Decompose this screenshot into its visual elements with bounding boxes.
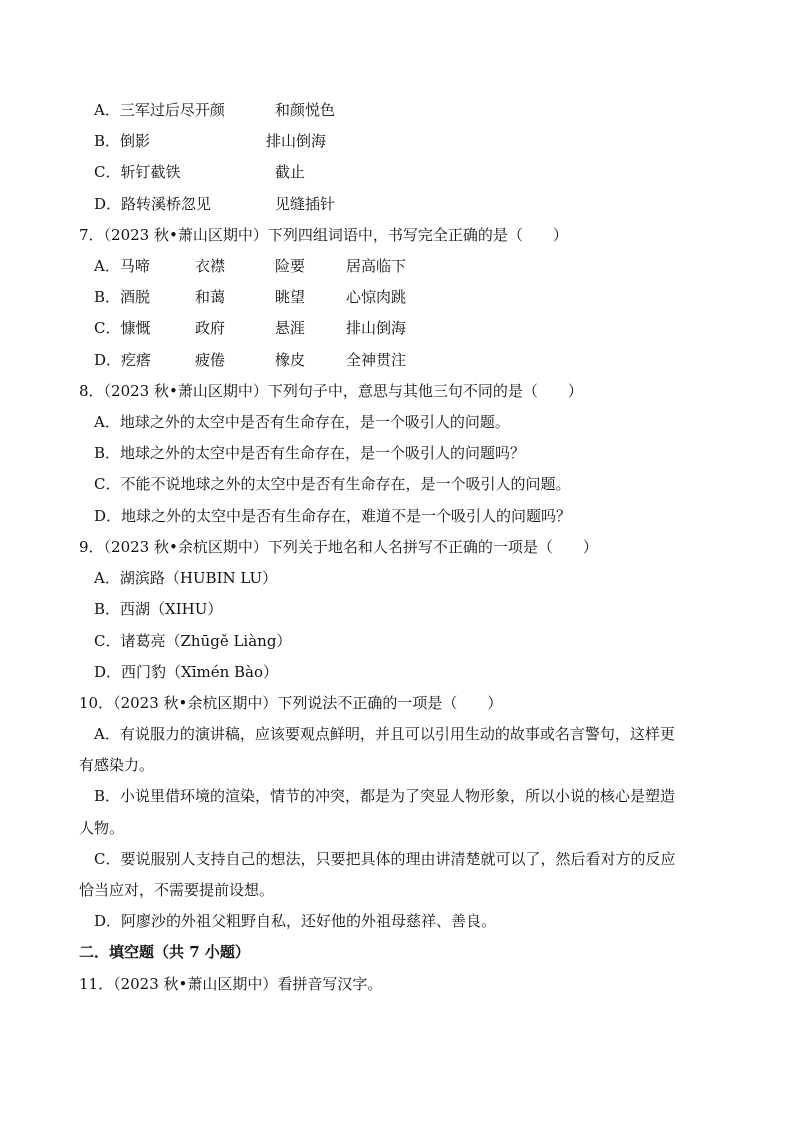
q8-option-a-text: A．地球之外的太空中是否有生命存在，是一个吸引人的问题。 (94, 413, 510, 431)
q10-option-c-text-1: C．要说服别人支持自己的想法，只要把具体的理由讲清楚就可以了，然后看对方的反应 (94, 850, 676, 868)
q10-option-d-text: D．阿廖沙的外祖父粗野自私，还好他的外祖母慈祥、善良。 (94, 912, 497, 930)
q8-option-b-text: B．地球之外的太空中是否有生命存在，是一个吸引人的问题吗？ (94, 444, 526, 462)
q7-option-d (0, 348, 794, 372)
q8-option-d-text: D．地球之外的太空中是否有生命存在，难道不是一个吸引人的问题吗？ (94, 507, 572, 525)
q10-option-a-line1 (0, 722, 794, 746)
q7-option-c-w3: 悬涯 (275, 319, 306, 337)
q9-stem-text: 9．（2023 秋•余杭区期中）下列关于地名和人名拼写不正确的一项是（ ） (79, 538, 598, 556)
q10-option-b-text-1: B．小说里借环境的渲染，情节的冲突，都是为了突显人物形象，所以小说的核心是塑造 (94, 787, 676, 805)
q11-stem-text: 11．（2023 秋•萧山区期中）看拼音写汉字。 (79, 975, 383, 993)
q8-option-d (0, 504, 794, 528)
q6-option-c-word: 截止 (275, 163, 306, 181)
q8-option-b (0, 441, 794, 465)
q7-stem (0, 223, 794, 247)
q10-option-c-line2 (0, 878, 794, 902)
q9-option-c-text: C．诸葛亮（Zhūgě Liàng） (94, 632, 292, 650)
q10-option-c-text-2: 恰当应对，不需要提前设想。 (79, 881, 275, 899)
q7-option-c-w2: 政府 (195, 319, 226, 337)
q7-option-d-w1: D．疙瘩 (94, 351, 152, 369)
q7-option-b-w4: 心惊肉跳 (346, 288, 407, 306)
q6-option-c (0, 160, 794, 184)
q10-option-d (0, 909, 794, 933)
q10-option-a-line2 (0, 753, 794, 777)
q9-option-a-text: A．湖滨路（HUBIN LU） (94, 569, 278, 587)
q6-option-b (0, 129, 794, 153)
q10-option-a-text-1: A．有说服力的演讲稿，应该要观点鲜明，并且可以引用生动的故事或名言警句，这样更 (94, 725, 675, 743)
q7-option-a-w4: 居高临下 (346, 257, 407, 275)
q6-option-d-label: D．路转溪桥忽见 (94, 195, 212, 213)
q6-option-b-word: 排山倒海 (266, 132, 327, 150)
q6-option-b-label: B．倒影 (94, 132, 151, 150)
q10-option-c-line1 (0, 847, 794, 871)
q10-option-b-line1 (0, 784, 794, 808)
q10-stem (0, 691, 794, 715)
q8-stem (0, 379, 794, 403)
q9-option-b (0, 597, 794, 621)
q7-option-c (0, 316, 794, 340)
q7-option-b (0, 285, 794, 309)
q8-option-c-text: C．不能不说地球之外的太空中是否有生命存在，是一个吸引人的问题。 (94, 475, 571, 493)
q6-option-c-label: C．斩钉截铁 (94, 163, 181, 181)
q9-option-b-text: B．西湖（XIHU） (94, 600, 223, 618)
q10-option-b-text-2: 人物。 (79, 819, 125, 837)
q7-option-a-w3: 险要 (275, 257, 306, 275)
q9-option-d (0, 660, 794, 684)
q9-option-d-text: D．西门豹（Xīmén Bào） (94, 663, 279, 681)
q7-option-b-w3: 眺望 (275, 288, 306, 306)
q7-option-b-w2: 和蔼 (195, 288, 226, 306)
q8-stem-text: 8．（2023 秋•萧山区期中）下列句子中，意思与其他三句不同的是（ ） (79, 382, 583, 400)
q7-option-d-w2: 疲倦 (195, 351, 226, 369)
q6-option-d (0, 192, 794, 216)
q7-option-b-w1: B．酒脱 (94, 288, 151, 306)
q6-option-a-word: 和颜悦色 (275, 101, 336, 119)
section-heading (0, 940, 794, 964)
q6-option-a-label: A．三军过后尽开颜 (94, 101, 225, 119)
q6-option-a (0, 98, 794, 122)
q7-option-c-w1: C．慷慨 (94, 319, 151, 337)
q9-stem (0, 535, 794, 559)
q7-option-d-w4: 全神贯注 (346, 351, 407, 369)
q7-option-a-w2: 衣襟 (195, 257, 226, 275)
q7-stem-text: 7．（2023 秋•萧山区期中）下列四组词语中，书写完全正确的是（ ） (79, 226, 568, 244)
q7-option-a (0, 254, 794, 278)
q11-stem (0, 972, 794, 996)
q10-stem-text: 10．（2023 秋•余杭区期中）下列说法不正确的一项是（ ） (79, 694, 503, 712)
section-2-heading: 二．填空题（共 7 小题） (79, 943, 250, 961)
q10-option-b-line2 (0, 816, 794, 840)
q7-option-c-w4: 排山倒海 (346, 319, 407, 337)
q8-option-c (0, 472, 794, 496)
q9-option-c (0, 629, 794, 653)
q7-option-a-w1: A．马啼 (94, 257, 150, 275)
q7-option-d-w3: 橡皮 (275, 351, 306, 369)
q6-option-d-word: 见缝插针 (275, 195, 336, 213)
q10-option-a-text-2: 有感染力。 (79, 756, 155, 774)
q8-option-a (0, 410, 794, 434)
q9-option-a (0, 566, 794, 590)
